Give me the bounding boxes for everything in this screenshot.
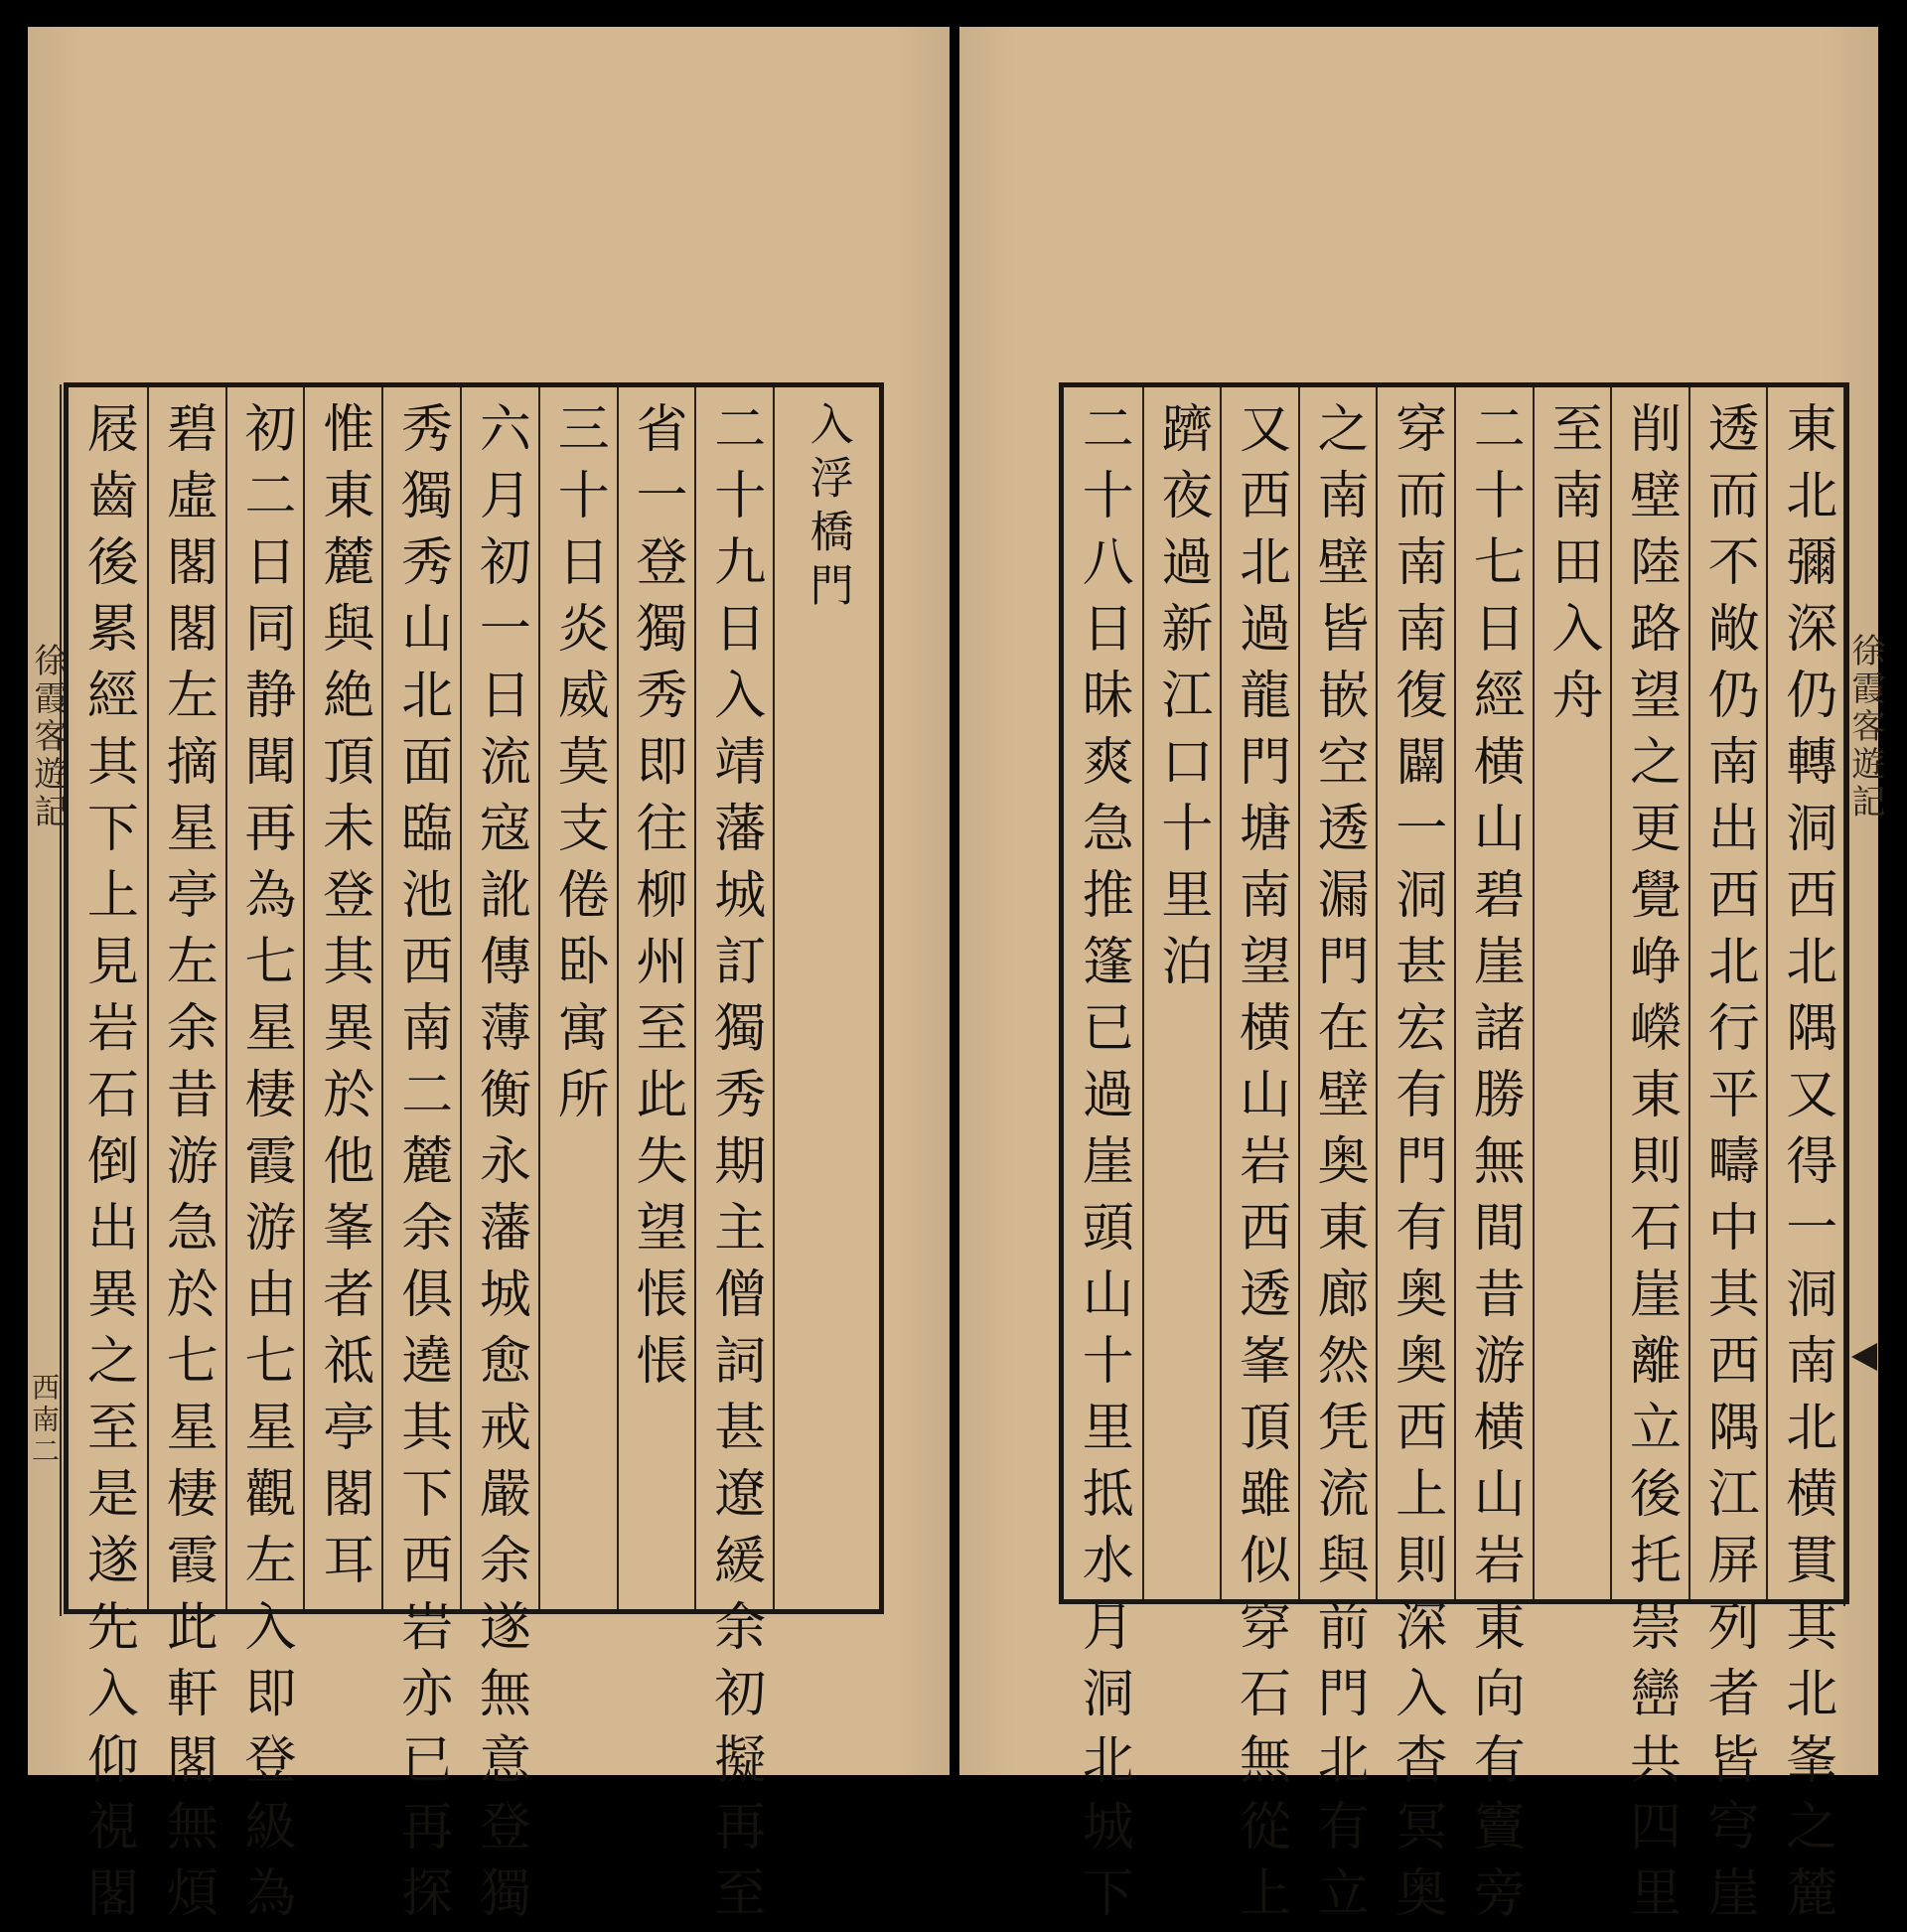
fish-tail-mark-icon (1851, 1343, 1877, 1371)
text-column: 省一登獨秀即往柳州至此失望悵悵 (626, 401, 686, 1400)
text-column: 入浮橋門 (802, 401, 853, 616)
left-column-6 (381, 387, 460, 1932)
text-column: 初二日同静聞再為七星棲霞游由七星觀左入即登級為 (234, 401, 295, 1932)
text-column: 二十七日經横山碧崖諸勝無間昔游横山岩東向有竇旁 (1464, 401, 1525, 1932)
left-column-8 (225, 387, 304, 1932)
right-column-10 (1064, 387, 1142, 1932)
text-column: 六月初一日流寇訛傳薄衡永藩城愈戒嚴余遂無意登獨 (470, 401, 530, 1932)
left-column-5 (460, 387, 538, 1932)
right-column-2 (1688, 387, 1767, 1932)
left-text-frame (64, 382, 884, 1932)
text-column: 之南壁皆嵌空透漏門在壁奥東廊然凭流與前門北有立 (1308, 401, 1369, 1932)
right-column-4 (1533, 387, 1611, 1599)
text-column: 三十日炎威莫支倦卧寓所 (548, 401, 609, 1133)
right-text-frame (1059, 382, 1849, 1932)
left-margin-title: 徐霞客遊記 (28, 643, 68, 831)
left-column-2 (694, 387, 773, 1932)
right-column-6 (1376, 387, 1454, 1932)
text-column: 東北彌深仍轉洞西北隅又得一洞南北横貫其北峯之麓 (1776, 401, 1836, 1932)
left-page (28, 27, 950, 1932)
right-page (959, 27, 1885, 1932)
text-column: 屐齒後累經其下上見岩石倒出異之至是遂先入仰視閣 (77, 401, 138, 1932)
left-column-1 (773, 387, 879, 1609)
text-column: 秀獨秀山北面臨池西南二麓余俱遶其下西岩亦已再探 (391, 401, 452, 1932)
text-column: 惟東麓與絶頂未登其異於他峯者祗亭閣耳 (313, 401, 373, 1599)
right-column-7 (1298, 387, 1377, 1932)
right-margin-title: 徐霞客遊記 (1845, 633, 1885, 821)
text-column: 至南田入舟 (1541, 401, 1602, 734)
left-column-9 (147, 387, 225, 1932)
right-column-9 (1142, 387, 1221, 1599)
left-margin-section: 西南二 (28, 1373, 61, 1468)
text-column: 透而不敞仍南出西北行平疇中其西隅江屏列者皆穹崖 (1698, 401, 1759, 1932)
text-column: 又西北過龍門塘南望横山岩西透峯頂雖似穿石無從上 (1230, 401, 1290, 1932)
right-column-1 (1766, 387, 1844, 1932)
text-column: 穿而南南復闢一洞甚宏有門有奥奥西上則深入杳冥奥 (1386, 401, 1446, 1932)
left-column-4 (538, 387, 617, 1609)
left-column-7 (303, 387, 381, 1609)
text-column: 二十八日昧爽急推篷已過崖頭山十里抵水月洞北城下 (1073, 401, 1133, 1932)
right-column-5 (1454, 387, 1533, 1932)
left-column-3 (617, 387, 695, 1609)
text-column: 躋夜過新江口十里泊 (1151, 401, 1212, 1000)
text-column: 碧虛閣閣左摘星亭左余昔游急於七星棲霞此軒閣無煩 (157, 401, 218, 1932)
text-column: 二十九日入靖藩城訂獨秀期主僧詞甚遼緩余初擬再至 (704, 401, 765, 1932)
left-column-10 (69, 387, 147, 1932)
right-column-3 (1610, 387, 1688, 1932)
text-column: 削壁陸路望之更覺峥嶸東則石崖離立後托崇巒共四里 (1620, 401, 1681, 1932)
right-column-8 (1220, 387, 1298, 1932)
